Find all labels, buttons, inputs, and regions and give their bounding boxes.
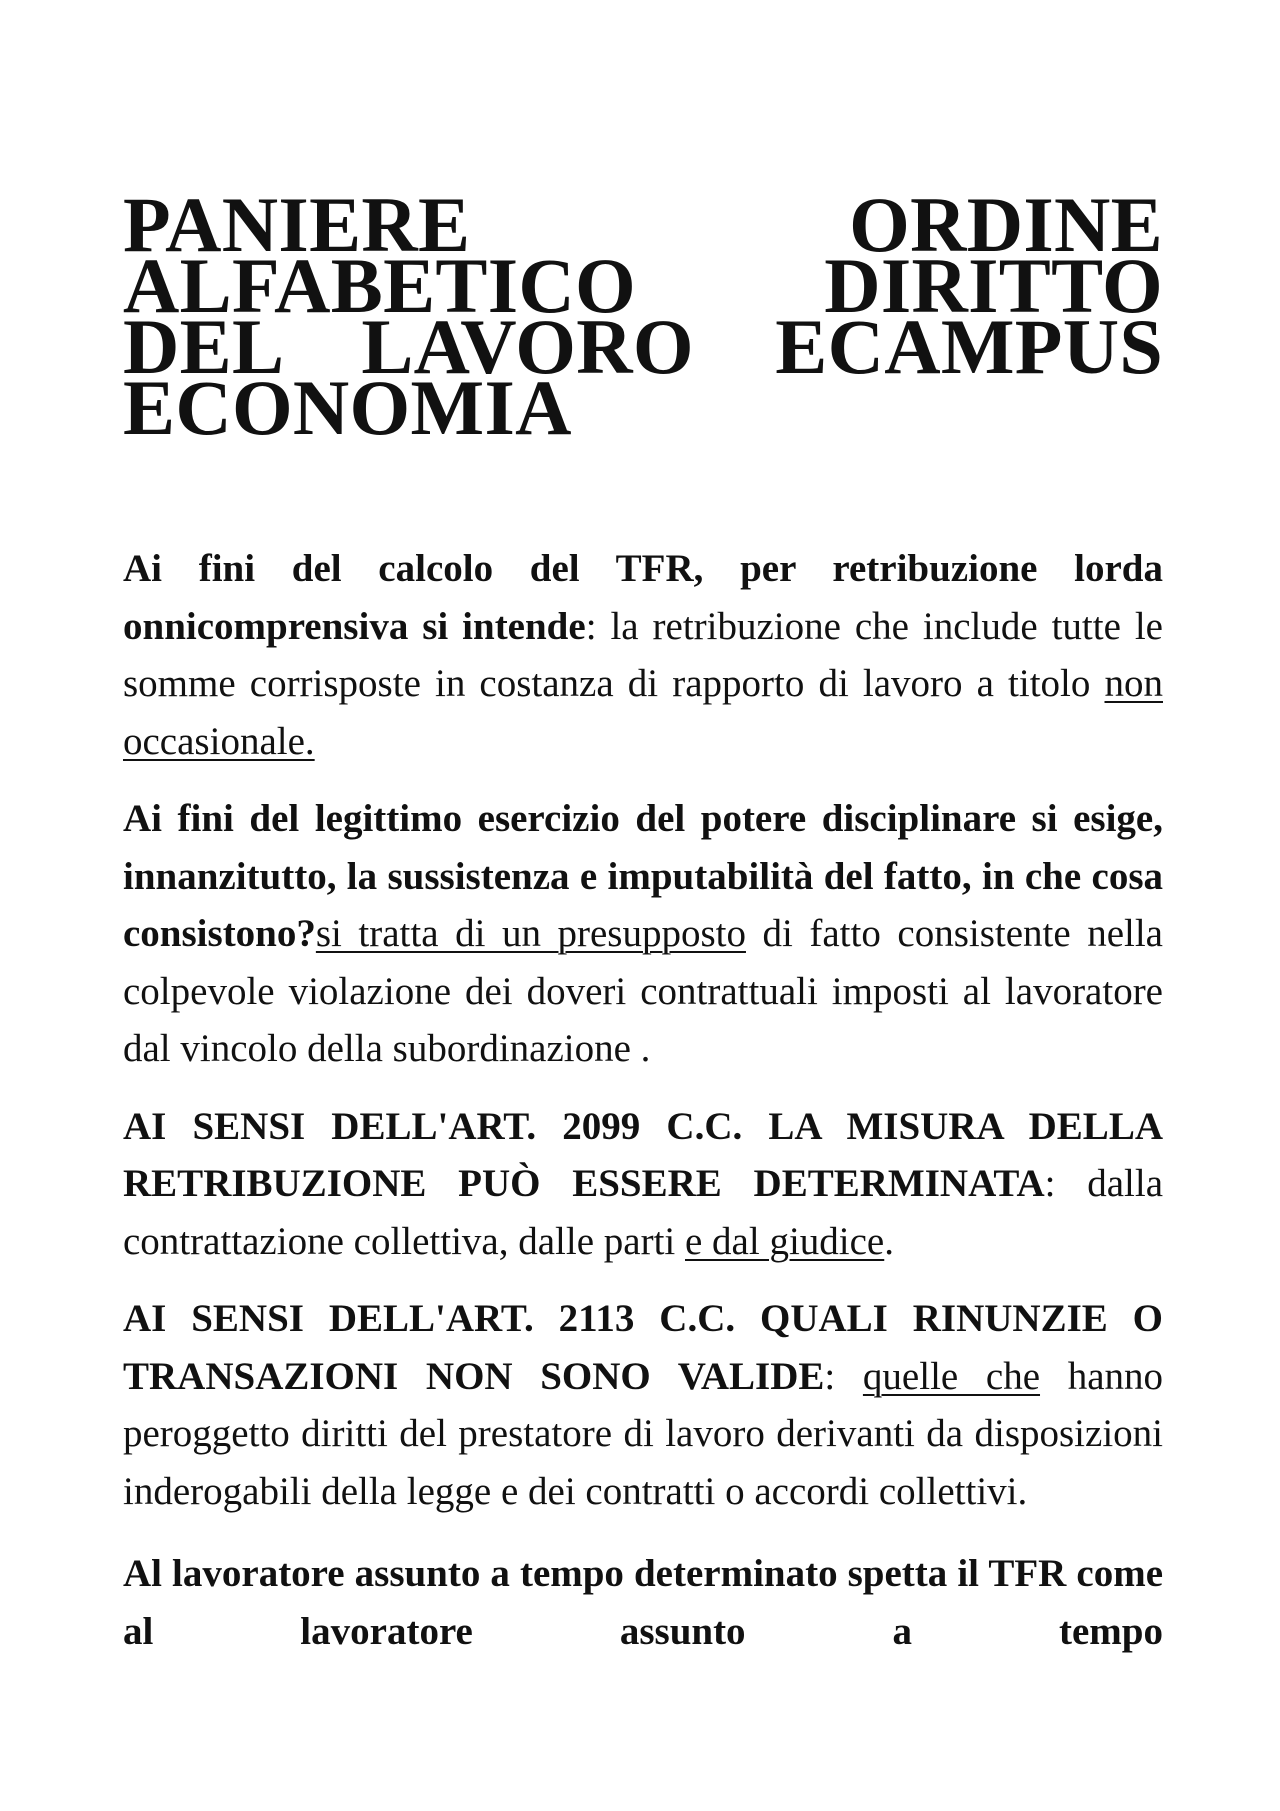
qa-entry-art-2113: [123, 1290, 1163, 1520]
qa-entry-potere-disciplinare: [123, 790, 1163, 1078]
document-title: PANIERE ORDINE ALFABETICO DIRITTO DEL LAVORO ECAMPUS ECONOMIA: [123, 181, 1163, 451]
answer-text: la retribuzione che include tutte le somme corrisposte in costanza di rapporto di lavoro a titolo: [123, 604, 1163, 705]
question-text: Ai fini del legittimo esercizio del potere disciplinare si esige, innanzitutto, la sussistenza e imputabilità del fatto, in che cosa consistono?: [123, 797, 1163, 955]
answer-text: di fatto consistente nella colpevole violazione dei doveri contrattuali imposti al lavoratore dal vincolo della subordinazione .: [123, 912, 1163, 1070]
answer-underlined: quelle che: [862, 1354, 1041, 1398]
question-text: Al lavoratore assunto a tempo determinato spetta il TFR come al lavoratore assunto a tempo: [123, 1552, 1163, 1653]
question-text: AI SENSI DELL'ART. 2113 C.C. QUALI RINUNZIE O TRANSAZIONI NON SONO VALIDE: [123, 1297, 1163, 1398]
document-body: [123, 181, 1164, 1660]
question-text: Ai fini del calcolo del TFR, per retribuzione lorda onnicomprensiva si intende: [123, 547, 1163, 648]
qa-entry-tfr-retribuzione: [123, 540, 1163, 770]
answer-underlined: e dal giudice: [685, 1219, 885, 1263]
separator: :: [1044, 1162, 1056, 1205]
answer-underlined: si tratta di un presupposto: [315, 912, 746, 955]
question-text: AI SENSI DELL'ART. 2099 C.C. LA MISURA DELLA RETRIBUZIONE PUÒ ESSERE DETERMINATA: [123, 1104, 1163, 1205]
qa-entry-tfr-tempo-determinato: [123, 1545, 1163, 1660]
answer-end: .: [884, 1219, 894, 1263]
qa-entry-art-2099: [123, 1098, 1163, 1271]
answer-underlined: non occasionale.: [123, 662, 1163, 763]
separator: :: [824, 1354, 863, 1398]
answer-text: hanno peroggetto diritti del prestatore di lavoro derivanti da disposizioni inderogabili della legge e dei contratti o accordi collettivi.: [123, 1354, 1163, 1513]
answer-text: dalla contrattazione collettiva, dalle parti: [123, 1162, 1164, 1263]
separator: :: [585, 604, 597, 648]
